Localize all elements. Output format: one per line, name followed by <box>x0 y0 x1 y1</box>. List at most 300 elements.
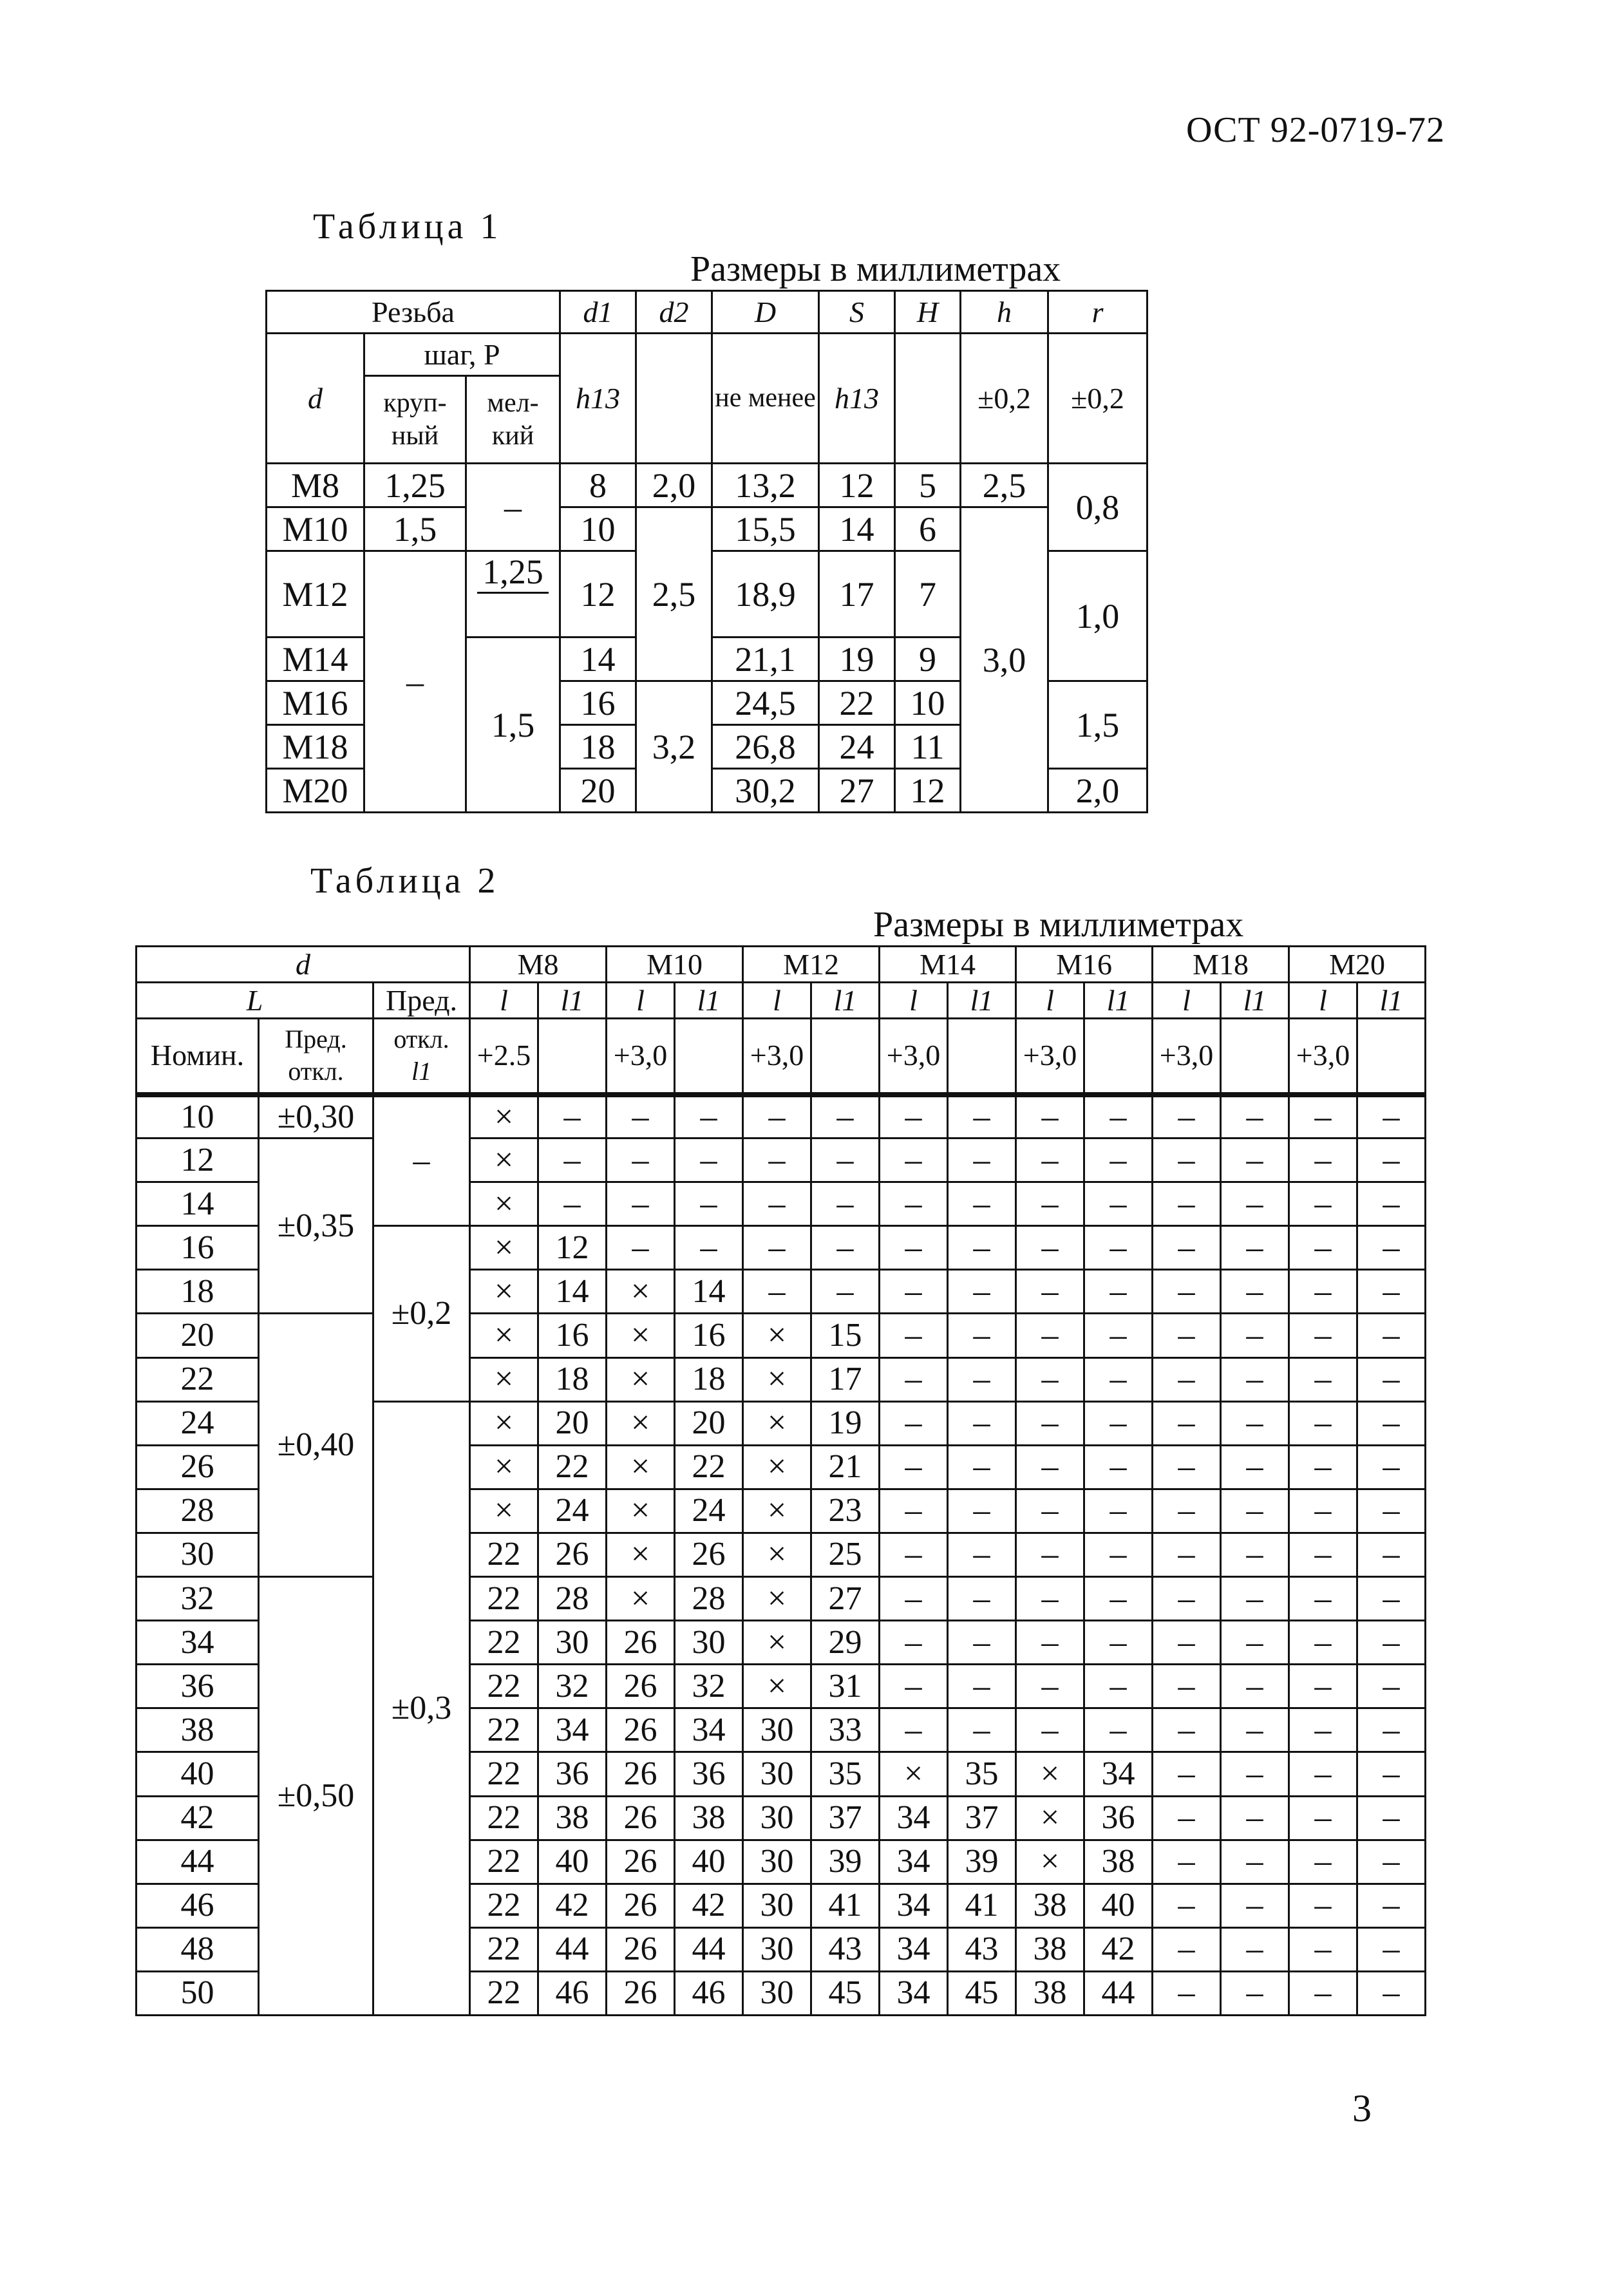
t2-cell-l1: – <box>811 1182 880 1226</box>
t2-cell-l: – <box>743 1226 811 1270</box>
t2-cell-l: – <box>880 1314 948 1357</box>
t2-cell-l: – <box>880 1270 948 1314</box>
t1-cell-S: 24 <box>819 725 895 769</box>
t2-cell-l1: 34 <box>538 1708 607 1752</box>
t2-cell-l: 22 <box>470 1927 538 1971</box>
t2-cell-l: × <box>470 1138 538 1182</box>
t2-cell-l: × <box>470 1314 538 1357</box>
t1-cell-fine: 1,25 <box>466 551 560 638</box>
t2-cell-l1: – <box>1221 1533 1289 1576</box>
t2-header-l: l <box>607 983 675 1019</box>
t2-cell-l: × <box>743 1577 811 1621</box>
t2-cell-L: 28 <box>137 1489 259 1533</box>
t2-cell-l1: – <box>1221 1927 1289 1971</box>
t2-cell-l: – <box>1016 1357 1084 1401</box>
t1-header-r: r <box>1048 291 1147 334</box>
t2-cell-l1: – <box>1357 1533 1426 1576</box>
t2-cell-l: 22 <box>470 1840 538 1884</box>
t1-cell-H: 10 <box>895 681 961 725</box>
t2-cell-l1: 22 <box>675 1445 743 1489</box>
t2-cell-l1: 31 <box>811 1665 880 1708</box>
t1-cell-d2: 2,0 <box>636 464 712 507</box>
t2-cell-l1-dev: ±0,3 <box>373 1401 470 2015</box>
t2-cell-l1: – <box>948 1270 1016 1314</box>
t2-cell-l1: – <box>1221 1138 1289 1182</box>
t2-cell-l1: 24 <box>538 1489 607 1533</box>
t2-cell-l1: – <box>948 1182 1016 1226</box>
t2-cell-l: – <box>1289 1796 1357 1840</box>
t2-cell-l1: 44 <box>675 1927 743 1971</box>
t2-cell-l1: – <box>1084 1138 1153 1182</box>
table1-units-note: Размеры в миллиметрах <box>690 249 1061 289</box>
t2-cell-l1: 44 <box>538 1927 607 1971</box>
t2-cell-l1: 21 <box>811 1445 880 1489</box>
t2-cell-l: – <box>1153 1226 1221 1270</box>
t2-cell-l1: 22 <box>538 1445 607 1489</box>
t2-cell-l1: 45 <box>948 1971 1016 2015</box>
t2-cell-L: 48 <box>137 1927 259 1971</box>
t2-cell-l: × <box>607 1401 675 1445</box>
t2-cell-l1: 45 <box>811 1971 880 2015</box>
t2-cell-l: × <box>607 1270 675 1314</box>
t2-cell-l: 34 <box>880 1884 948 1927</box>
table2-caption: Таблица 2 <box>310 861 500 901</box>
t2-cell-l1: 12 <box>538 1226 607 1270</box>
t2-cell-l1: – <box>1084 1314 1153 1357</box>
t2-cell-l1: 32 <box>675 1665 743 1708</box>
t1-cell-d2: 3,2 <box>636 681 712 813</box>
t2-cell-l1: – <box>1221 1752 1289 1796</box>
t1-cell-fine: – <box>466 464 560 551</box>
t2-cell-l: × <box>607 1314 675 1357</box>
t2-cell-l: 22 <box>470 1796 538 1840</box>
t2-header-size: М12 <box>743 947 880 983</box>
t2-cell-l: – <box>880 1357 948 1401</box>
t2-cell-l1: 40 <box>675 1840 743 1884</box>
t2-cell-l1: 25 <box>811 1533 880 1576</box>
t2-cell-l: – <box>1016 1708 1084 1752</box>
t2-cell-l: – <box>1016 1138 1084 1182</box>
t2-cell-l1: 14 <box>538 1270 607 1314</box>
t2-cell-l: – <box>1289 1971 1357 2015</box>
t1-cell-d1: 18 <box>560 725 636 769</box>
t2-cell-l: – <box>1153 1533 1221 1576</box>
t2-cell-l: – <box>1289 1927 1357 1971</box>
t2-cell-l1: 26 <box>675 1533 743 1576</box>
t1-header-d: d <box>267 334 364 464</box>
t2-cell-l1: 16 <box>538 1314 607 1357</box>
t2-cell-l1: 46 <box>675 1971 743 2015</box>
t1-cell-r: 2,0 <box>1048 769 1147 813</box>
t2-cell-l: × <box>607 1577 675 1621</box>
table-row <box>137 1138 1426 1182</box>
t2-cell-l: – <box>1016 1314 1084 1357</box>
t2-cell-l: – <box>1016 1665 1084 1708</box>
t2-cell-l: 22 <box>470 1708 538 1752</box>
t2-cell-l: – <box>880 1401 948 1445</box>
t2-cell-l: × <box>743 1357 811 1401</box>
t2-cell-l: 22 <box>470 1577 538 1621</box>
t1-header-D-note: не менее <box>712 334 819 464</box>
t2-cell-l1: – <box>1357 1927 1426 1971</box>
t2-cell-l: × <box>470 1357 538 1401</box>
table1-caption: Таблица 1 <box>313 207 502 247</box>
t2-cell-l1: – <box>1357 1489 1426 1533</box>
t2-cell-l: – <box>1289 1270 1357 1314</box>
t1-cell-d1: 16 <box>560 681 636 725</box>
t2-cell-l1: – <box>1084 1533 1153 1576</box>
t2-header-l1-dev-label: откл. l1 <box>373 1019 470 1095</box>
t2-cell-l1: – <box>1221 1577 1289 1621</box>
t2-cell-l: – <box>1289 1314 1357 1357</box>
t2-cell-l: – <box>1153 1577 1221 1621</box>
t2-header-l1: l1 <box>1221 983 1289 1019</box>
t2-cell-l: – <box>1289 1708 1357 1752</box>
t2-cell-l1: 36 <box>538 1752 607 1796</box>
t2-cell-l1: 42 <box>538 1884 607 1927</box>
t2-cell-l1: – <box>1084 1489 1153 1533</box>
t2-cell-l1: – <box>675 1095 743 1138</box>
t2-cell-l1: – <box>1084 1182 1153 1226</box>
t2-cell-l: 26 <box>607 1708 675 1752</box>
t1-header-S: S <box>819 291 895 334</box>
t2-cell-l: 30 <box>743 1971 811 2015</box>
t2-header-blank <box>1221 1019 1289 1095</box>
t2-cell-l1: 39 <box>948 1840 1016 1884</box>
t2-cell-L: 50 <box>137 1971 259 2015</box>
t2-cell-l1: – <box>1084 1401 1153 1445</box>
t2-cell-l: – <box>1153 1884 1221 1927</box>
t1-cell-d: М20 <box>267 769 364 813</box>
table1 <box>265 290 1148 813</box>
t2-cell-l: × <box>1016 1752 1084 1796</box>
t2-cell-l: 34 <box>880 1927 948 1971</box>
t2-cell-l1: – <box>1221 1708 1289 1752</box>
t1-cell-H: 11 <box>895 725 961 769</box>
t2-cell-l1: – <box>1221 1884 1289 1927</box>
t2-cell-l1: – <box>811 1270 880 1314</box>
table-row <box>137 1314 1426 1357</box>
t2-cell-l1: – <box>948 1533 1016 1576</box>
t2-cell-l: – <box>607 1138 675 1182</box>
t2-cell-l: 34 <box>880 1971 948 2015</box>
t2-cell-l1: – <box>1084 1621 1153 1665</box>
t2-cell-l: – <box>880 1577 948 1621</box>
t2-cell-l: 22 <box>470 1884 538 1927</box>
t2-cell-l: – <box>1153 1796 1221 1840</box>
t2-cell-l1: – <box>1221 1401 1289 1445</box>
t2-cell-l1: – <box>1221 1182 1289 1226</box>
t1-cell-coarse: 1,25 <box>364 464 466 507</box>
t1-header-r-tol: ±0,2 <box>1048 334 1147 464</box>
t2-cell-l1: 42 <box>1084 1927 1153 1971</box>
t2-cell-l: 22 <box>470 1752 538 1796</box>
t1-header-S-tol: h13 <box>819 334 895 464</box>
t1-cell-d2: 2,5 <box>636 507 712 681</box>
t2-cell-l1: – <box>948 1445 1016 1489</box>
t2-cell-l1: – <box>1221 1840 1289 1884</box>
t2-cell-l: × <box>470 1270 538 1314</box>
t2-cell-l: × <box>470 1095 538 1138</box>
t2-cell-l: – <box>1016 1489 1084 1533</box>
t2-cell-l1: 40 <box>1084 1884 1153 1927</box>
t2-cell-l1: – <box>675 1182 743 1226</box>
t2-cell-l: – <box>1153 1445 1221 1489</box>
t2-header-l1-dev: Пред. <box>373 983 470 1019</box>
t1-cell-S: 22 <box>819 681 895 725</box>
t2-cell-l: × <box>743 1533 811 1576</box>
t1-cell-S: 27 <box>819 769 895 813</box>
t1-cell-D: 13,2 <box>712 464 819 507</box>
t2-cell-L: 18 <box>137 1270 259 1314</box>
t2-header-l: l <box>470 983 538 1019</box>
t2-cell-l: × <box>1016 1840 1084 1884</box>
t2-cell-l1-dev: ±0,2 <box>373 1226 470 1401</box>
t2-cell-l: 30 <box>743 1884 811 1927</box>
t2-cell-l1: – <box>1084 1270 1153 1314</box>
t1-cell-r: 1,5 <box>1048 681 1147 769</box>
t1-header-coarse: круп-ный <box>364 376 466 464</box>
t2-cell-l: – <box>1153 1182 1221 1226</box>
t1-cell-D: 21,1 <box>712 638 819 681</box>
t1-cell-d: М18 <box>267 725 364 769</box>
t2-cell-l1: – <box>1221 1796 1289 1840</box>
t1-cell-D: 26,8 <box>712 725 819 769</box>
t2-cell-l: – <box>1289 1752 1357 1796</box>
t1-cell-D: 24,5 <box>712 681 819 725</box>
t2-cell-l1: – <box>811 1095 880 1138</box>
t2-cell-l1: 38 <box>1084 1840 1153 1884</box>
t2-cell-l1: – <box>675 1226 743 1270</box>
t2-cell-l1: 16 <box>675 1314 743 1357</box>
t2-cell-l1: 34 <box>675 1708 743 1752</box>
t2-cell-L: 38 <box>137 1708 259 1752</box>
t2-cell-l: – <box>607 1226 675 1270</box>
t1-cell-d1: 8 <box>560 464 636 507</box>
table-row <box>137 1095 1426 1138</box>
t2-cell-l: × <box>607 1533 675 1576</box>
t2-cell-l: – <box>1153 1840 1221 1884</box>
t2-header-l-tol: +3,0 <box>1016 1019 1084 1095</box>
t2-header-size: М16 <box>1016 947 1153 983</box>
t2-cell-l: – <box>880 1489 948 1533</box>
t2-cell-l: × <box>743 1401 811 1445</box>
t2-cell-l1: – <box>1084 1357 1153 1401</box>
t1-cell-d1: 20 <box>560 769 636 813</box>
t2-cell-l: × <box>607 1445 675 1489</box>
t2-cell-l: – <box>1153 1314 1221 1357</box>
t2-cell-l: – <box>880 1445 948 1489</box>
t2-cell-l1: – <box>1221 1314 1289 1357</box>
t2-cell-l1: – <box>948 1401 1016 1445</box>
t2-header-L: L <box>137 983 373 1019</box>
t1-cell-coarse: – <box>364 551 466 813</box>
t1-cell-D: 18,9 <box>712 551 819 638</box>
t2-header-l-tol: +3,0 <box>880 1019 948 1095</box>
t2-cell-l1: – <box>1084 1095 1153 1138</box>
t1-header-fine: мел-кий <box>466 376 560 464</box>
t2-cell-l: 22 <box>470 1971 538 2015</box>
t2-cell-l: – <box>1153 1621 1221 1665</box>
t1-cell-fine: 1,5 <box>466 638 560 813</box>
t2-cell-l: 26 <box>607 1971 675 2015</box>
t2-cell-l: – <box>1153 1138 1221 1182</box>
t2-cell-l1: 46 <box>538 1971 607 2015</box>
t2-header-blank <box>538 1019 607 1095</box>
t2-cell-l1: 32 <box>538 1665 607 1708</box>
t2-cell-L: 26 <box>137 1445 259 1489</box>
t2-cell-l: 26 <box>607 1884 675 1927</box>
t2-cell-l1: – <box>1221 1621 1289 1665</box>
t2-header-nominal: Номин. <box>137 1019 259 1095</box>
t2-cell-l1: 40 <box>538 1840 607 1884</box>
t2-cell-L: 42 <box>137 1796 259 1840</box>
t2-cell-l1: – <box>1357 1314 1426 1357</box>
t2-cell-l: – <box>1289 1226 1357 1270</box>
t2-cell-L: 14 <box>137 1182 259 1226</box>
t1-cell-H: 6 <box>895 507 961 551</box>
t1-header-pitch: шаг, P <box>364 334 560 376</box>
t2-cell-l: – <box>880 1138 948 1182</box>
t1-header-d1-tol: h13 <box>560 334 636 464</box>
t2-cell-l: – <box>880 1095 948 1138</box>
t2-cell-l1: – <box>1357 1226 1426 1270</box>
t2-header-l-tol: +3,0 <box>1153 1019 1221 1095</box>
t1-cell-S: 14 <box>819 507 895 551</box>
t2-cell-l1: 41 <box>948 1884 1016 1927</box>
t2-cell-l: – <box>1016 1095 1084 1138</box>
t2-cell-l1: – <box>948 1489 1016 1533</box>
t2-cell-l: × <box>470 1445 538 1489</box>
t2-cell-l: – <box>743 1182 811 1226</box>
t2-cell-l1: – <box>948 1095 1016 1138</box>
t1-cell-H: 12 <box>895 769 961 813</box>
t2-cell-L: 36 <box>137 1665 259 1708</box>
t2-cell-l1: 30 <box>675 1621 743 1665</box>
t1-header-h-tol: ±0,2 <box>961 334 1048 464</box>
t2-cell-l: 26 <box>607 1927 675 1971</box>
t1-cell-d1: 12 <box>560 551 636 638</box>
t2-header-l1: l1 <box>538 983 607 1019</box>
t2-cell-l1: – <box>1221 1357 1289 1401</box>
t2-cell-l1: – <box>1357 1665 1426 1708</box>
t2-cell-l: – <box>1289 1577 1357 1621</box>
t1-cell-d1: 14 <box>560 638 636 681</box>
t2-cell-l: – <box>1153 1357 1221 1401</box>
t2-header-blank <box>811 1019 880 1095</box>
t2-cell-l: 26 <box>607 1665 675 1708</box>
t2-cell-l1: 28 <box>538 1577 607 1621</box>
t1-header-h: h <box>961 291 1048 334</box>
t2-cell-l1: – <box>675 1138 743 1182</box>
t2-cell-l: × <box>743 1314 811 1357</box>
t2-cell-L-dev: ±0,40 <box>259 1314 373 1577</box>
t2-cell-l: 38 <box>1016 1884 1084 1927</box>
t2-cell-l: – <box>1289 1884 1357 1927</box>
t2-cell-l: – <box>1016 1270 1084 1314</box>
t2-header-blank <box>1084 1019 1153 1095</box>
t2-cell-l1: – <box>1221 1226 1289 1270</box>
table2 <box>135 945 1426 2016</box>
t2-cell-l1: – <box>1221 1665 1289 1708</box>
t2-cell-l1: 43 <box>811 1927 880 1971</box>
t2-cell-l: × <box>470 1489 538 1533</box>
t2-cell-l1: 38 <box>675 1796 743 1840</box>
t2-cell-l1: – <box>1084 1577 1153 1621</box>
t2-cell-L: 40 <box>137 1752 259 1796</box>
t2-header-size: М14 <box>880 947 1016 983</box>
t2-cell-l: 30 <box>743 1708 811 1752</box>
t2-cell-l: 30 <box>743 1840 811 1884</box>
t2-cell-l: – <box>1016 1533 1084 1576</box>
t1-cell-H: 9 <box>895 638 961 681</box>
t1-cell-d: М8 <box>267 464 364 507</box>
t2-cell-l1: – <box>948 1665 1016 1708</box>
t2-cell-L: 30 <box>137 1533 259 1576</box>
t2-header-l-tol: +3,0 <box>1289 1019 1357 1095</box>
t2-cell-l: 38 <box>1016 1971 1084 2015</box>
t2-cell-l: × <box>470 1401 538 1445</box>
t2-cell-l1: 15 <box>811 1314 880 1357</box>
t2-cell-l1: 38 <box>538 1796 607 1840</box>
t2-header-l: l <box>1153 983 1221 1019</box>
t2-cell-l1: – <box>1357 1357 1426 1401</box>
t2-cell-l1: – <box>1357 1884 1426 1927</box>
t2-cell-l1: – <box>538 1182 607 1226</box>
table2-body <box>137 1095 1426 2016</box>
t1-header-d1: d1 <box>560 291 636 334</box>
t2-cell-l1: 18 <box>538 1357 607 1401</box>
t1-header-H-blank <box>895 334 961 464</box>
t1-cell-d: М10 <box>267 507 364 551</box>
t2-cell-l: – <box>1289 1445 1357 1489</box>
t2-cell-l1: – <box>948 1138 1016 1182</box>
t2-cell-l1: 35 <box>948 1752 1016 1796</box>
t2-cell-l: 34 <box>880 1840 948 1884</box>
t2-cell-l1: – <box>948 1621 1016 1665</box>
t2-cell-l: – <box>1289 1095 1357 1138</box>
t2-cell-l: – <box>1153 1489 1221 1533</box>
t2-cell-l: – <box>1153 1095 1221 1138</box>
t2-cell-l: × <box>470 1182 538 1226</box>
t2-cell-l1: – <box>1084 1708 1153 1752</box>
t2-cell-l: – <box>1016 1621 1084 1665</box>
t2-cell-l: – <box>1289 1621 1357 1665</box>
t2-cell-l: – <box>1289 1665 1357 1708</box>
t2-cell-l: – <box>1289 1138 1357 1182</box>
t1-cell-h: 3,0 <box>961 507 1048 813</box>
t2-cell-l1: 14 <box>675 1270 743 1314</box>
table-row <box>137 1577 1426 1621</box>
t2-cell-l1: – <box>1357 1445 1426 1489</box>
t2-cell-L-dev: ±0,30 <box>259 1095 373 1138</box>
t2-header-size: М18 <box>1153 947 1289 983</box>
t2-header-l: l <box>1016 983 1084 1019</box>
t2-cell-l1: – <box>1357 1182 1426 1226</box>
t2-cell-l1: 24 <box>675 1489 743 1533</box>
t2-cell-L: 20 <box>137 1314 259 1357</box>
t2-header-l1: l1 <box>675 983 743 1019</box>
t2-cell-l: × <box>607 1357 675 1401</box>
t2-cell-l1: – <box>948 1577 1016 1621</box>
t2-cell-l: × <box>470 1226 538 1270</box>
t2-cell-l: × <box>1016 1796 1084 1840</box>
t2-cell-l: 30 <box>743 1752 811 1796</box>
t2-cell-l: – <box>1016 1577 1084 1621</box>
t1-cell-d1: 10 <box>560 507 636 551</box>
t1-cell-h: 2,5 <box>961 464 1048 507</box>
t2-cell-l: – <box>1153 1752 1221 1796</box>
